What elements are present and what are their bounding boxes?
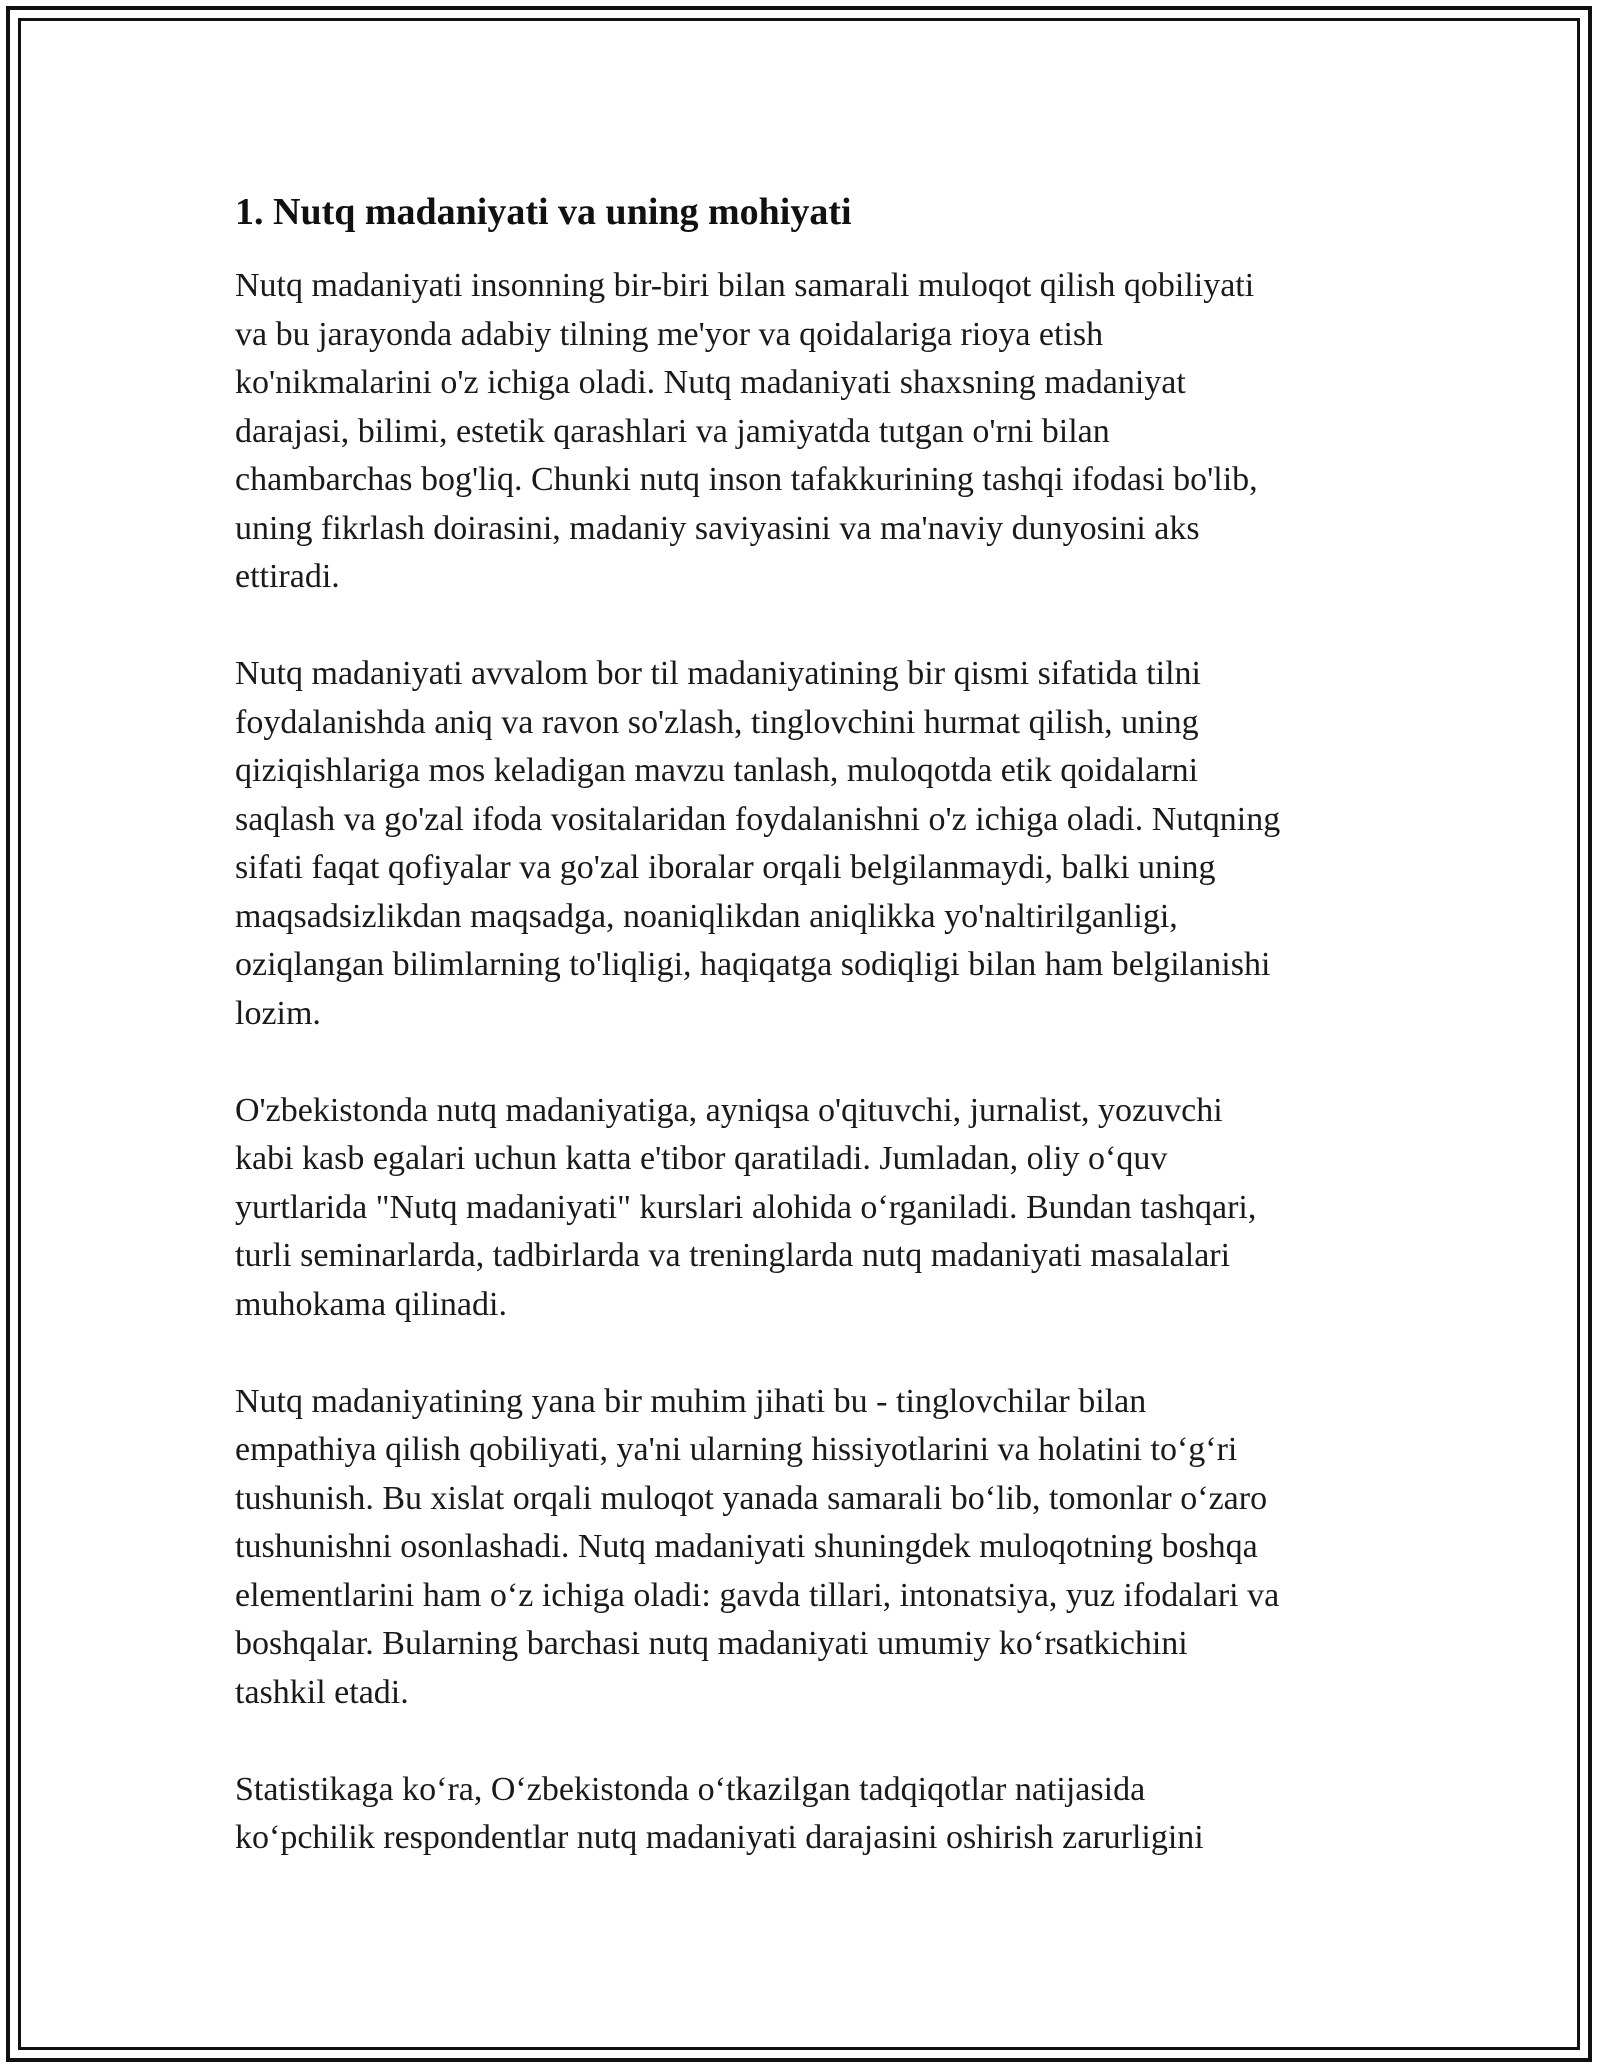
paragraph-list xyxy=(235,262,1375,1863)
paragraph-line: elementlarini ham o‘z ichiga oladi: gavda tillari, intonatsiya, yuz ifodalari va xyxy=(235,1576,1280,1614)
paragraph xyxy=(235,650,1375,1038)
paragraph-line: tushunishni osonlashadi. Nutq madaniyati shuningdek muloqotning boshqa xyxy=(235,1528,1258,1565)
paragraph xyxy=(235,1766,1375,1863)
paragraph xyxy=(235,262,1375,602)
paragraph-line: chambarchas bog'liq. Chunki nutq inson tafakkurining tashqi ifodasi bo'lib, xyxy=(235,461,1258,498)
paragraph-line: ko'nikmalarini o'z ichiga oladi. Nutq madaniyati shaxsning madaniyat xyxy=(235,364,1186,401)
paragraph xyxy=(235,1378,1375,1718)
paragraph-line: saqlash va go'zal ifoda vositalaridan foydalanishni o'z ichiga oladi. Nutqning xyxy=(235,800,1281,838)
paragraph-line: Nutq madaniyati insonning bir-biri bilan samarali muloqot qilish qobiliyati xyxy=(235,267,1255,304)
paragraph-line: sifati faqat qofiyalar va go'zal iboralar orqali belgilanmaydi, balki uning xyxy=(235,849,1216,886)
paragraph-line: maqsadsizlikdan maqsadga, noaniqlikdan aniqlikka yo'naltirilganligi, xyxy=(235,897,1178,935)
paragraph-line: turli seminarlarda, tadbirlarda va treninglarda nutq madaniyati masalalari xyxy=(235,1237,1231,1274)
paragraph-line: oziqlangan bilimlarning to'liqligi, haqiqatga sodiqligi bilan ham belgilanishi xyxy=(235,946,1271,983)
paragraph-line: muhokama qilinadi. xyxy=(235,1285,507,1323)
paragraph-line: O'zbekistonda nutq madaniyatiga, ayniqsa o'qituvchi, jurnalist, yozuvchi xyxy=(235,1091,1223,1129)
paragraph-line: ko‘pchilik respondentlar nutq madaniyati darajasini oshirish zarurligini xyxy=(235,1819,1204,1856)
paragraph-line: darajasi, bilimi, estetik qarashlari va jamiyatda tutgan o'rni bilan xyxy=(235,412,1110,450)
paragraph xyxy=(235,1087,1375,1330)
paragraph-line: kabi kasb egalari uchun katta e'tibor qaratiladi. Jumladan, oliy o‘quv xyxy=(235,1140,1168,1177)
paragraph-line: tashkil etadi. xyxy=(235,1673,409,1711)
section-title: 1. Nutq madaniyati va uning mohiyati xyxy=(235,191,852,233)
paragraph-line: lozim. xyxy=(235,994,321,1032)
paragraph-line: va bu jarayonda adabiy tilning me'yor va qoidalariga rioya etish xyxy=(235,315,1104,353)
paragraph-line: yurtlarida "Nutq madaniyati" kurslari alohida o‘rganiladi. Bundan tashqari, xyxy=(235,1188,1257,1226)
paragraph-line: tushunish. Bu xislat orqali muloqot yanada samarali bo‘lib, tomonlar o‘zaro xyxy=(235,1479,1268,1517)
document-body xyxy=(235,188,1375,1863)
paragraph-line: boshqalar. Bularning barchasi nutq madaniyati umumiy ko‘rsatkichini xyxy=(235,1625,1188,1662)
paragraph-line: empathiya qilish qobiliyati, ya'ni ularning hissiyotlarini va holatini to‘g‘ri xyxy=(235,1431,1238,1468)
paragraph-line: qiziqishlariga mos keladigan mavzu tanlash, muloqotda etik qoidalarni xyxy=(235,752,1199,789)
paragraph-line: uning fikrlash doirasini, madaniy saviyasini va ma'naviy dunyosini aks xyxy=(235,509,1200,547)
paragraph-line: Statistikaga ko‘ra, O‘zbekistonda o‘tkazilgan tadqiqotlar natijasida xyxy=(235,1770,1146,1808)
paragraph-line: Nutq madaniyati avvalom bor til madaniyatining bir qismi sifatida tilni xyxy=(235,655,1201,692)
paragraph-line: Nutq madaniyatining yana bir muhim jihati bu - tinglovchilar bilan xyxy=(235,1382,1147,1420)
paragraph-line: ettiradi. xyxy=(235,558,340,595)
paragraph-line: foydalanishda aniq va ravon so'zlash, tinglovchini hurmat qilish, uning xyxy=(235,703,1199,741)
